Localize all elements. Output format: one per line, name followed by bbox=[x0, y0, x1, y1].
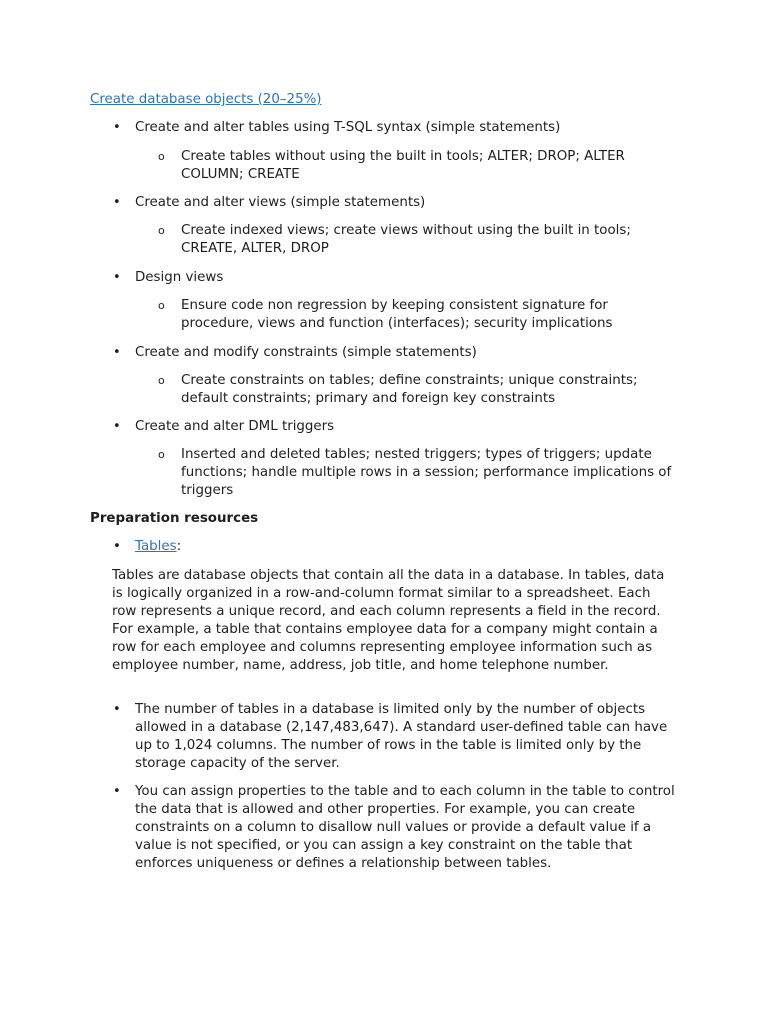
objective-text: Create and alter tables using T-SQL syntax (simple statements) bbox=[135, 120, 561, 135]
preparation-resources-heading: Preparation resources bbox=[90, 511, 259, 526]
objective-item bbox=[113, 418, 675, 436]
objective-text: Design views bbox=[135, 270, 224, 285]
sub-bullet-icon: o bbox=[158, 299, 165, 312]
objective-item bbox=[113, 344, 675, 362]
section-title-link[interactable]: Create database objects (20–25%) bbox=[90, 92, 322, 107]
resource-point bbox=[113, 783, 675, 873]
objective-subitem bbox=[158, 372, 676, 408]
objective-item bbox=[113, 119, 675, 137]
bullet-icon: • bbox=[113, 195, 121, 210]
resource-point-text: You can assign properties to the table and to each column in the table to control the data that is allowed and other properties. For example, you can create constraints on a column to disallow null values or provide a default value if a value is not specified, or you can assign a key constraint on the table that enforces uniqueness or defines a relationship between tables. bbox=[135, 784, 675, 871]
tables-link[interactable]: Tables bbox=[135, 539, 177, 554]
objective-subitem bbox=[158, 222, 676, 258]
bullet-icon: • bbox=[113, 784, 121, 799]
objective-subitem bbox=[158, 297, 676, 333]
tables-intro-paragraph: Tables are database objects that contain all the data in a database. In tables, data is logically organized in a row-and-column format similar to a spreadsheet. Each row represents a unique record, and each column represents a field in the record. For example, a table that contains employee data for a company might contain a row for each employee and columns representing employee information such as employee number, name, address, job title, and home telephone number. bbox=[112, 568, 665, 673]
sub-bullet-icon: o bbox=[158, 224, 165, 237]
bullet-icon: • bbox=[113, 120, 121, 135]
objective-subtext: Create constraints on tables; define constraints; unique constraints; default constraints; primary and foreign key constraints bbox=[181, 373, 638, 406]
tables-colon: : bbox=[176, 539, 182, 554]
objective-text: Create and modify constraints (simple statements) bbox=[135, 345, 477, 360]
objective-item bbox=[113, 269, 675, 287]
sub-bullet-icon: o bbox=[158, 374, 165, 387]
tables-resource-item bbox=[113, 538, 182, 556]
objective-text: Create and alter DML triggers bbox=[135, 419, 335, 434]
bullet-icon: • bbox=[113, 702, 121, 717]
bullet-icon: • bbox=[113, 539, 121, 554]
objective-subtext: Create indexed views; create views without using the built in tools; CREATE, ALTER, DROP bbox=[181, 223, 631, 256]
bullet-icon: • bbox=[113, 345, 121, 360]
bullet-icon: • bbox=[113, 270, 121, 285]
objective-subitem bbox=[158, 446, 676, 500]
objective-subtext: Create tables without using the built in tools; ALTER; DROP; ALTER COLUMN; CREATE bbox=[181, 149, 625, 182]
resource-point bbox=[113, 701, 675, 773]
objective-text: Create and alter views (simple statements) bbox=[135, 195, 426, 210]
objective-subitem bbox=[158, 148, 676, 184]
bullet-icon: • bbox=[113, 419, 121, 434]
objective-item bbox=[113, 194, 675, 212]
resource-point-text: The number of tables in a database is limited only by the number of objects allowed in a database (2,147,483,647). A standard user-defined table can have up to 1,024 columns. The number of rows in the table is limited only by the storage capacity of the server. bbox=[135, 702, 668, 771]
sub-bullet-icon: o bbox=[158, 448, 165, 461]
objective-subtext: Ensure code non regression by keeping consistent signature for procedure, views and function (interfaces); security implications bbox=[181, 298, 613, 331]
objective-subtext: Inserted and deleted tables; nested triggers; types of triggers; update functions; handle multiple rows in a session; performance implications of triggers bbox=[181, 447, 672, 498]
sub-bullet-icon: o bbox=[158, 150, 165, 163]
